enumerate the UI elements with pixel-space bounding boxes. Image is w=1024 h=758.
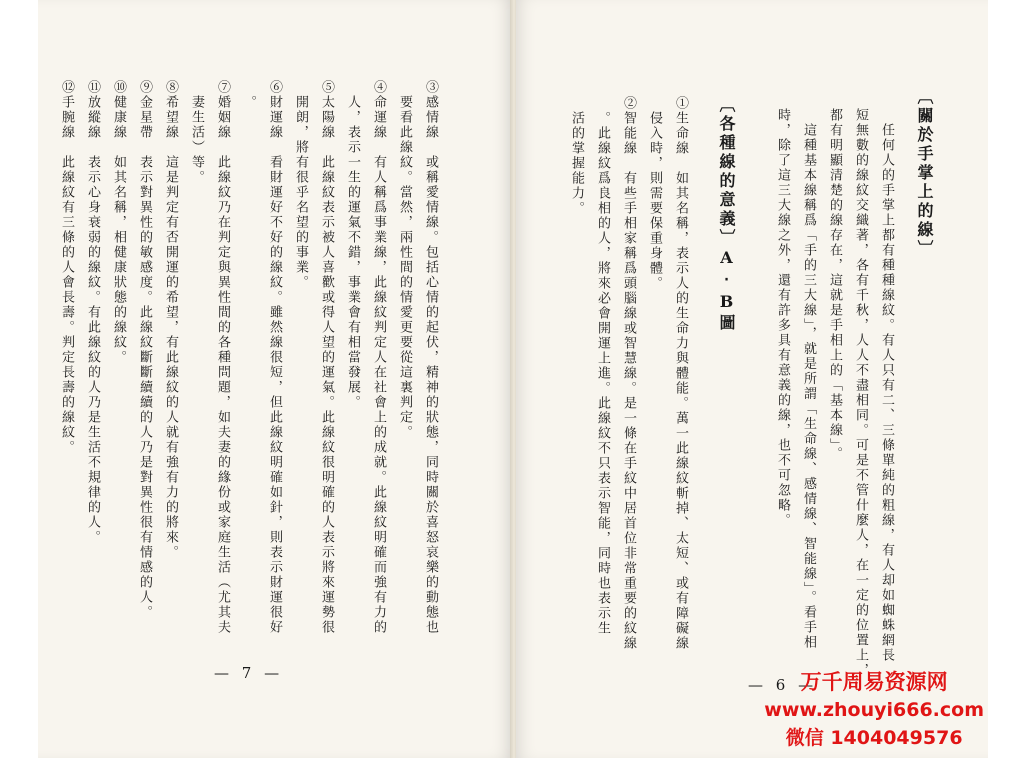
left-text-column: ⑤太陽線 此線紋表示被人喜歡或得人望的運氣。此線紋很明確的人表示將來運勢很 (319, 80, 334, 635)
left-text-column: ③感情線 或稱愛情線。包括心情的起伏，精神的狀態，同時關於喜怒哀樂的動態也 (423, 80, 438, 635)
left-text-column: ⑨金星帶 表示對異性的敏感度。此線紋斷斷續續的人乃是對異性很有情感的人。 (137, 80, 152, 620)
watermark-url: www.zhouyi666.com (764, 699, 984, 721)
right-text-column: 侵入時，則需要保重身體。 (647, 96, 662, 291)
left-text-column: ⑧希望線 這是判定有否開運的希望，有此線紋的人就有強有力的將來。 (163, 80, 178, 560)
watermark-wechat: 微信 1404049576 (785, 727, 963, 749)
right-text-column: ①生命線 如其名稱，表示人的生命力與體能。萬一此線紋斬掉、太短、或有障礙線 (673, 96, 688, 651)
right-text-column: 時，除了這三大線之外，還有許多具有意義的線，也不可忽略。 (775, 108, 790, 528)
watermark (764, 668, 984, 752)
left-text-column: 要看此線紋。當然，兩性間的情愛更要從這裏判定。 (397, 80, 412, 440)
right-text-column: 都有明顯清楚的線存在，這就是手相上的「基本線」。 (827, 108, 842, 462)
page-number-7: — 7 — (214, 664, 284, 682)
right-text-column: 。此線紋爲良相的人，將來必會開運上進。此線紋不只表示智能，同時也表示生 (595, 96, 610, 636)
right-text-column: 短無數的線紋交織著，各有千秋，人人不盡相同。可是不管什麼人，在一定的位置上， (853, 108, 868, 678)
left-text-column: 妻生活）等。 (189, 80, 204, 185)
left-text-column: ⑥財運線 看財運好不好的線紋。雖然線很短，但此線紋明確如針，則表示財運很好 (267, 80, 282, 635)
page-number-6: — 6 — (748, 676, 818, 694)
left-text-column: ④命運線 有人稱爲事業線，此線紋判定人在社會上的成就。此線紋明確而強有力的 (371, 80, 386, 635)
left-text-column: 人，表示一生的運氣不錯，事業會有相當發展。 (345, 80, 360, 410)
right-text-column: 任何人的手掌上都有種種線紋。有人只有二、三條單純的粗線，有人却如蜘蛛網長 (879, 108, 894, 663)
left-text-column: ⑪放縱線 表示心身衰弱的線紋。有此線紋的人乃是生活不規律的人。 (85, 80, 100, 545)
section-heading-palm-lines: 〔關於手掌上的線〕 (915, 88, 934, 259)
right-text-column: 活的掌握能力。 (569, 96, 584, 216)
right-text-column: 這種基本線稱爲「手的三大線」，就是所謂「生命線、感情線、智能線」。看手相 (801, 108, 816, 650)
watermark-site-name: 万千周易资源网 (800, 670, 948, 694)
right-text-column: ②智能線 有些手相家稱爲頭腦線或智慧線。是一條在手紋中居首位非常重要的紋線 (621, 96, 636, 651)
left-text-column: 開朗，將有很乎名望的事業。 (293, 80, 308, 290)
left-text-column: 。 (241, 80, 256, 110)
left-text-column: ⑦婚姻線 此線紋乃在判定與異性間的各種問題，如夫妻的緣份或家庭生活（尤其夫 (215, 80, 230, 635)
left-text-column: ⑩健康線 如其名稱，相健康狀態的線紋。 (111, 80, 126, 365)
left-text-column: ⑫手腕線 此線紋有三條的人會長壽。判定長壽的線紋。 (59, 80, 74, 455)
section-heading-line-meanings: 〔各種線的意義〕A‧B圖 (717, 96, 736, 333)
